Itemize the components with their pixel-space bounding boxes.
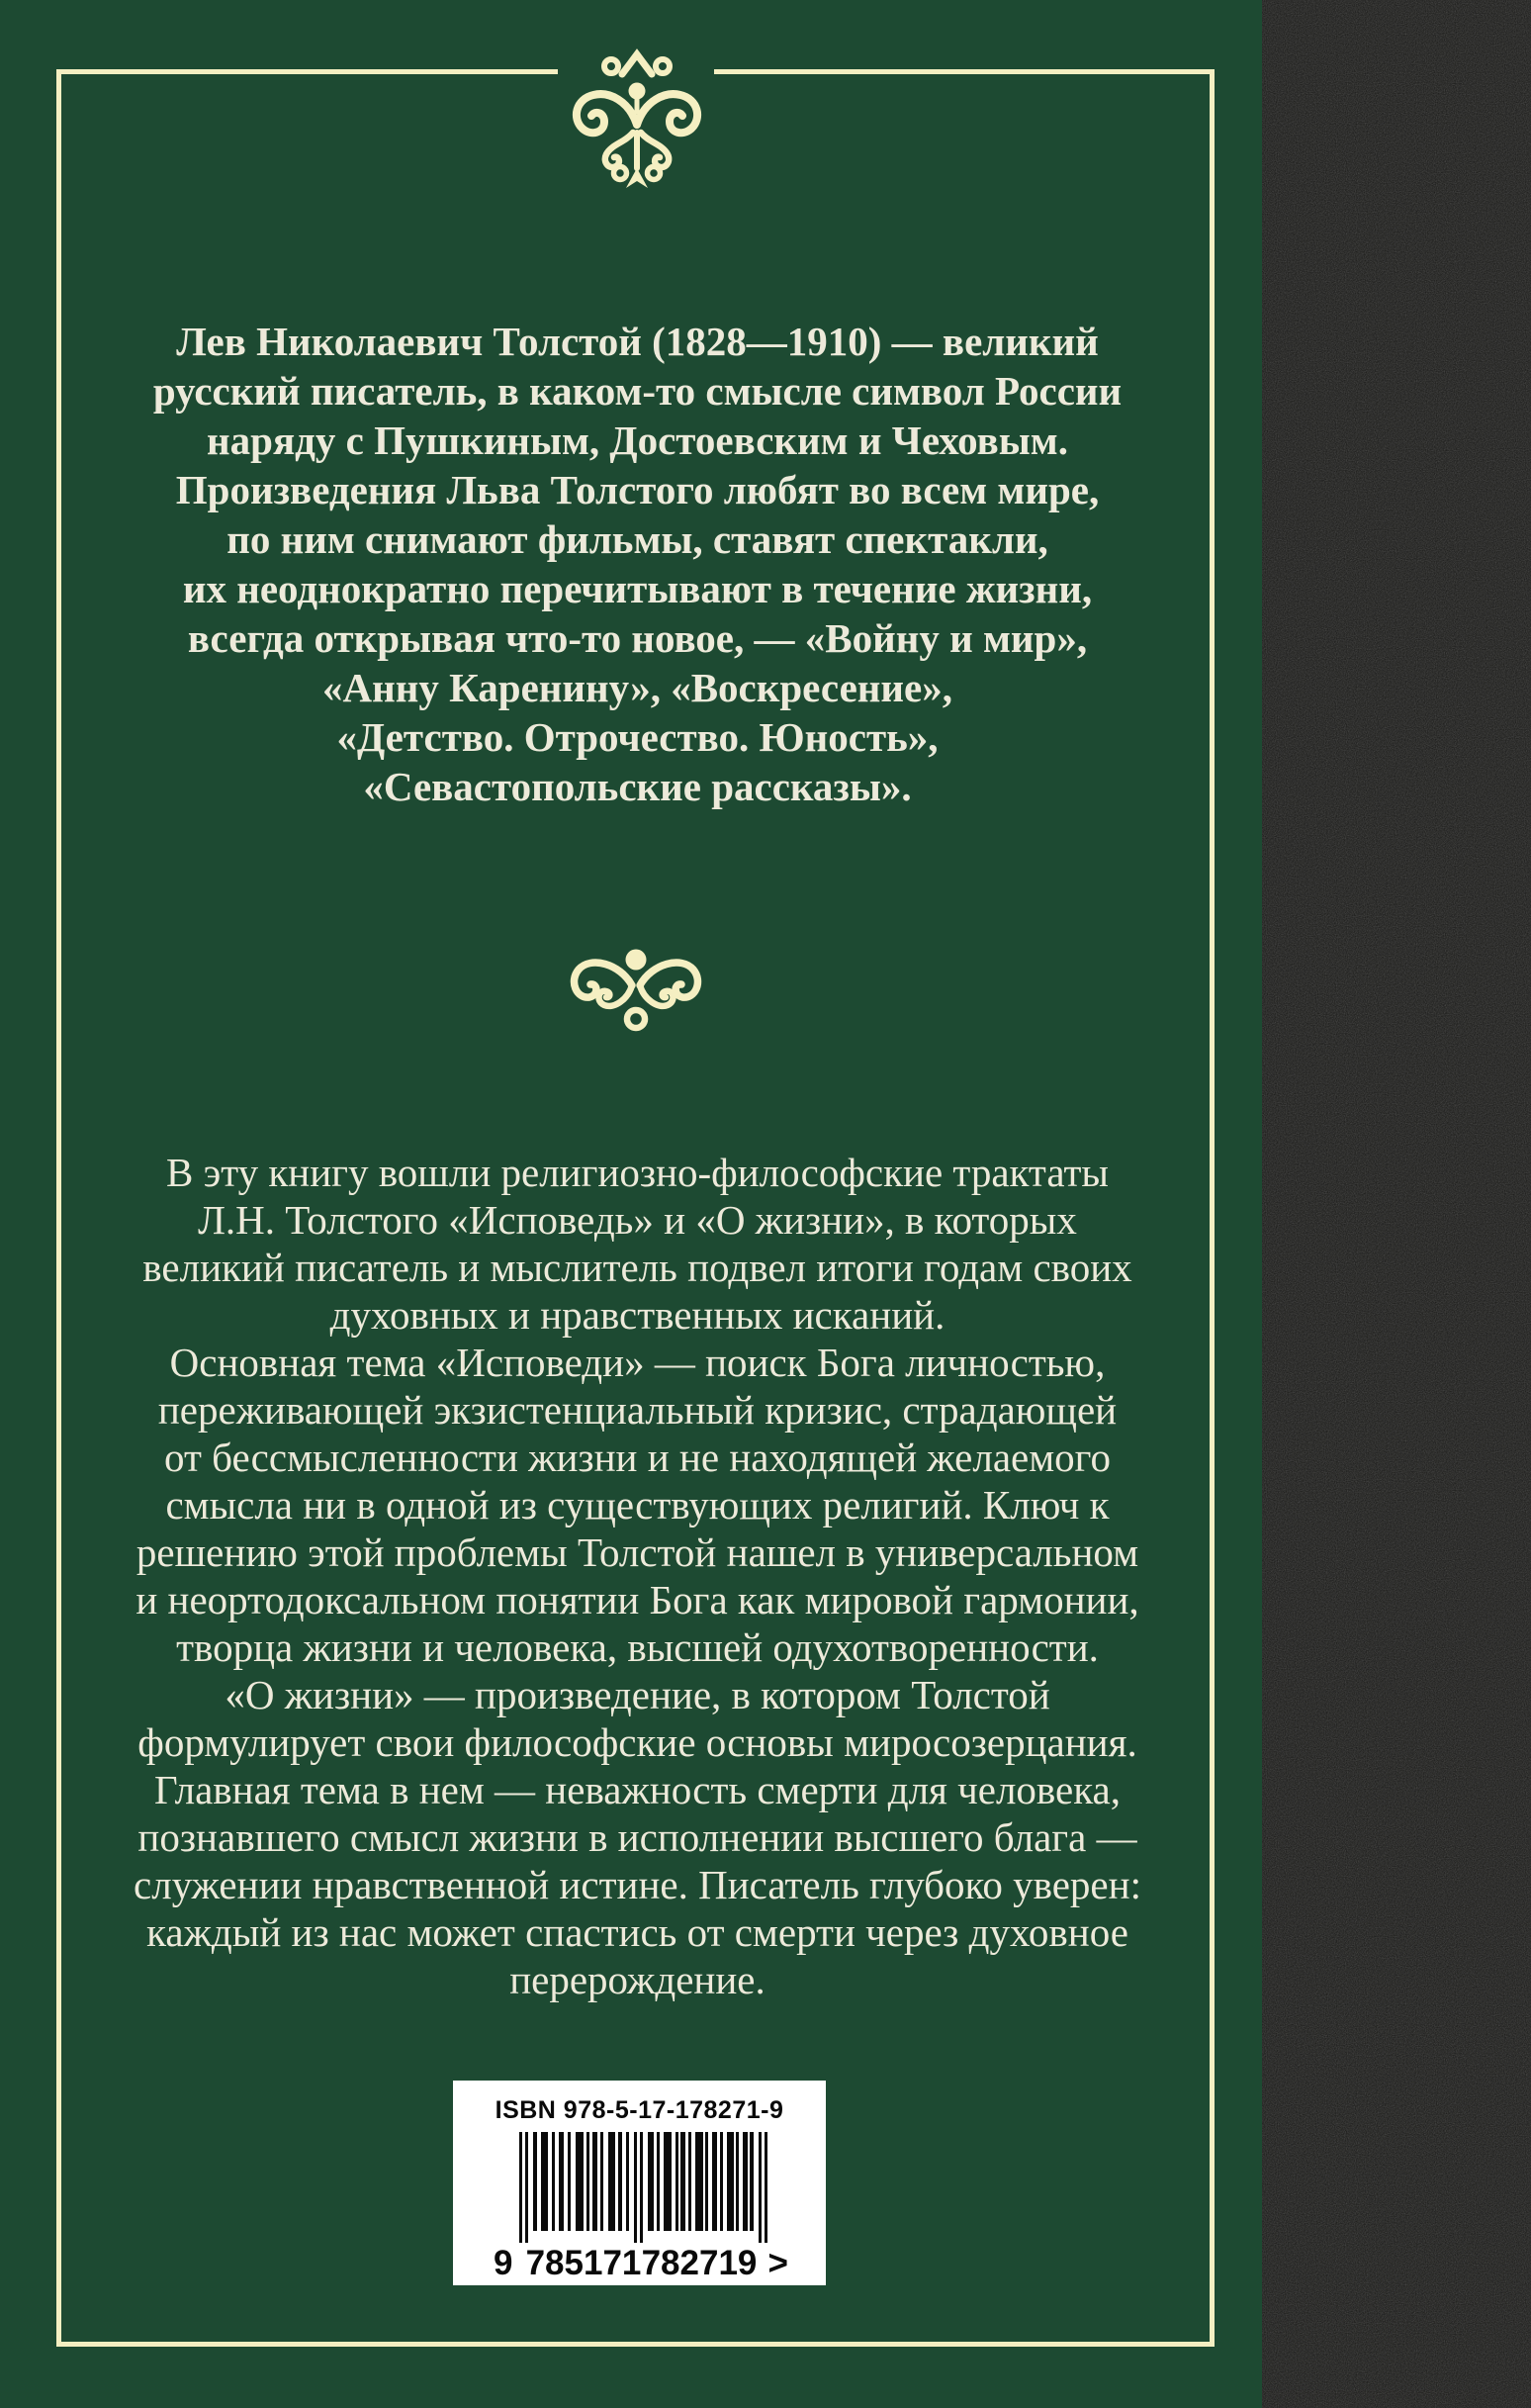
text-line: Лев Николаевич Толстой (1828—1910) — великий	[176, 319, 1099, 364]
text-line: Главная тема в нем — неважность смерти для человека,	[154, 1767, 1121, 1812]
text-line: от бессмысленности жизни и не находящей желаемого	[164, 1435, 1111, 1480]
text-line: их неоднократно перечитывают в течение жизни,	[182, 566, 1093, 611]
author-intro-paragraph	[60, 317, 1215, 811]
text-line: познавшего смысл жизни в исполнении высшего блага —	[137, 1814, 1137, 1860]
text-line: всегда открывая что-то новое, — «Войну и мир»,	[187, 615, 1088, 661]
book-description-paragraph	[60, 1149, 1215, 2003]
isbn-barcode-box	[453, 2081, 826, 2285]
barcode-digit-first: 9	[493, 2244, 512, 2276]
barcode-digits-right: 782719	[641, 2244, 757, 2276]
text-line: каждый из нас может спастись от смерти через духовное	[146, 1909, 1128, 1955]
barcode-digits-left: 785171	[525, 2244, 641, 2276]
ean13-barcode	[492, 2130, 788, 2276]
text-line: духовных и нравственных исканий.	[329, 1292, 946, 1338]
text-line: Л.Н. Толстого «Исповедь» и «О жизни», в которых	[198, 1197, 1077, 1243]
text-line: наряду с Пушкиным, Достоевским и Чеховым.	[207, 417, 1068, 463]
text-line: «Анну Каренину», «Воскресение»,	[322, 665, 952, 710]
text-line: творца жизни и человека, высшей одухотворенности.	[176, 1624, 1099, 1670]
text-line: и неортодоксальном понятии Бога как мировой гармонии,	[135, 1577, 1139, 1622]
text-line: переживающей экзистенциальный кризис, страдающей	[157, 1387, 1118, 1433]
text-line: Основная тема «Исповеди» — поиск Бога личностью,	[169, 1340, 1106, 1385]
scroll-flourish-icon	[557, 944, 715, 1035]
text-line: перерождение.	[509, 1957, 766, 2002]
text-line: русский писатель, в каком-то смысле символ России	[152, 368, 1123, 414]
text-line: решению этой проблемы Толстой нашел в универсальном	[135, 1529, 1139, 1575]
text-line: великий писатель и мыслитель подвел итоги годам своих	[142, 1245, 1132, 1290]
text-line: служении нравственной истине. Писатель глубоко уверен:	[134, 1862, 1141, 1907]
text-line: по ним снимают фильмы, ставят спектакли,	[226, 516, 1048, 562]
isbn-number: ISBN 978-5-17-178271-9	[495, 2096, 784, 2124]
text-line: «Детство. Отрочество. Юность»,	[336, 714, 939, 760]
binding-strip	[1262, 0, 1531, 2408]
binding-texture	[1262, 0, 1531, 2408]
text-line: «Севастопольские рассказы».	[363, 764, 912, 809]
text-line: Произведения Льва Толстого любят во всем мире,	[175, 467, 1100, 512]
text-line: смысла ни в одной из существующих религий. Ключ к	[165, 1482, 1110, 1528]
text-line: «О жизни» — произведение, в котором Толстой	[225, 1672, 1050, 1717]
text-line: В эту книгу вошли религиозно-философские трактаты	[166, 1150, 1109, 1195]
barcode-arrow: >	[767, 2244, 788, 2276]
anthemion-flourish-icon	[560, 44, 714, 194]
text-line: формулирует свои философские основы миросозерцания.	[137, 1719, 1137, 1765]
